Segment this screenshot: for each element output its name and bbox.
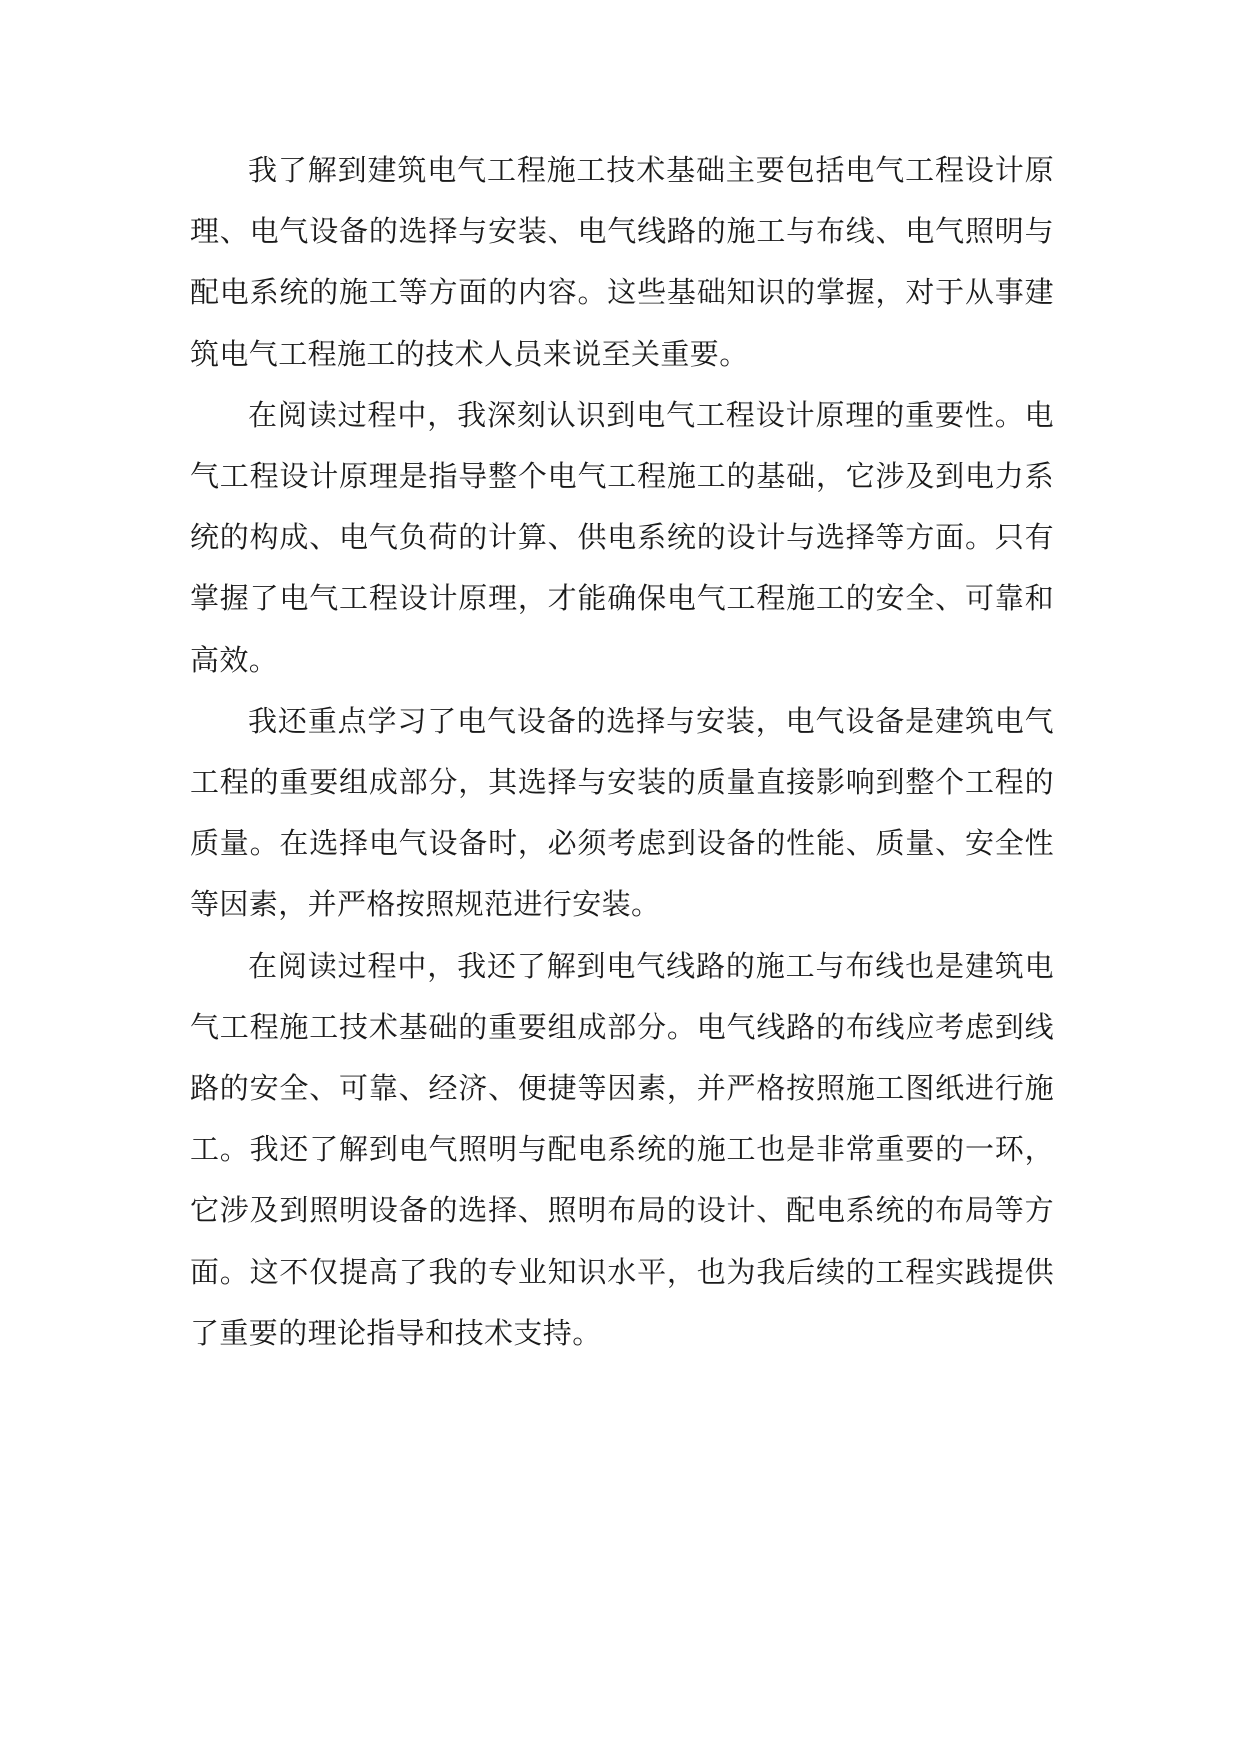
document-body xyxy=(190,140,1054,1364)
paragraph-4: 在阅读过程中，我还了解到电气线路的施工与布线也是建筑电气工程施工技术基础的重要组成部分。电气线路的布线应考虑到线路的安全、可靠、经济、便捷等因素，并严格按照施工图纸进行施工。我还了解到电气照明与配电系统的施工也是非常重要的一环，它涉及到照明设备的选择、照明布局的设计、配电系统的布局等方面。这不仅提高了我的专业知识水平，也为我后续的工程实践提供了重要的理论指导和技术支持。 xyxy=(190,948,1054,1350)
paragraph-1: 我了解到建筑电气工程施工技术基础主要包括电气工程设计原理、电气设备的选择与安装、电气线路的施工与布线、电气照明与配电系统的施工等方面的内容。这些基础知识的掌握，对于从事建筑电气工程施工的技术人员来说至关重要。 xyxy=(190,153,1054,371)
paragraph-3: 我还重点学习了电气设备的选择与安装，电气设备是建筑电气工程的重要组成部分，其选择与安装的质量直接影响到整个工程的质量。在选择电气设备时，必须考虑到设备的性能、质量、安全性等因素，并严格按照规范进行安装。 xyxy=(190,703,1054,922)
paragraph-2: 在阅读过程中，我深刻认识到电气工程设计原理的重要性。电气工程设计原理是指导整个电气工程施工的基础，它涉及到电力系统的构成、电气负荷的计算、供电系统的设计与选择等方面。只有掌握了电气工程设计原理，才能确保电气工程施工的安全、可靠和高效。 xyxy=(190,397,1054,677)
